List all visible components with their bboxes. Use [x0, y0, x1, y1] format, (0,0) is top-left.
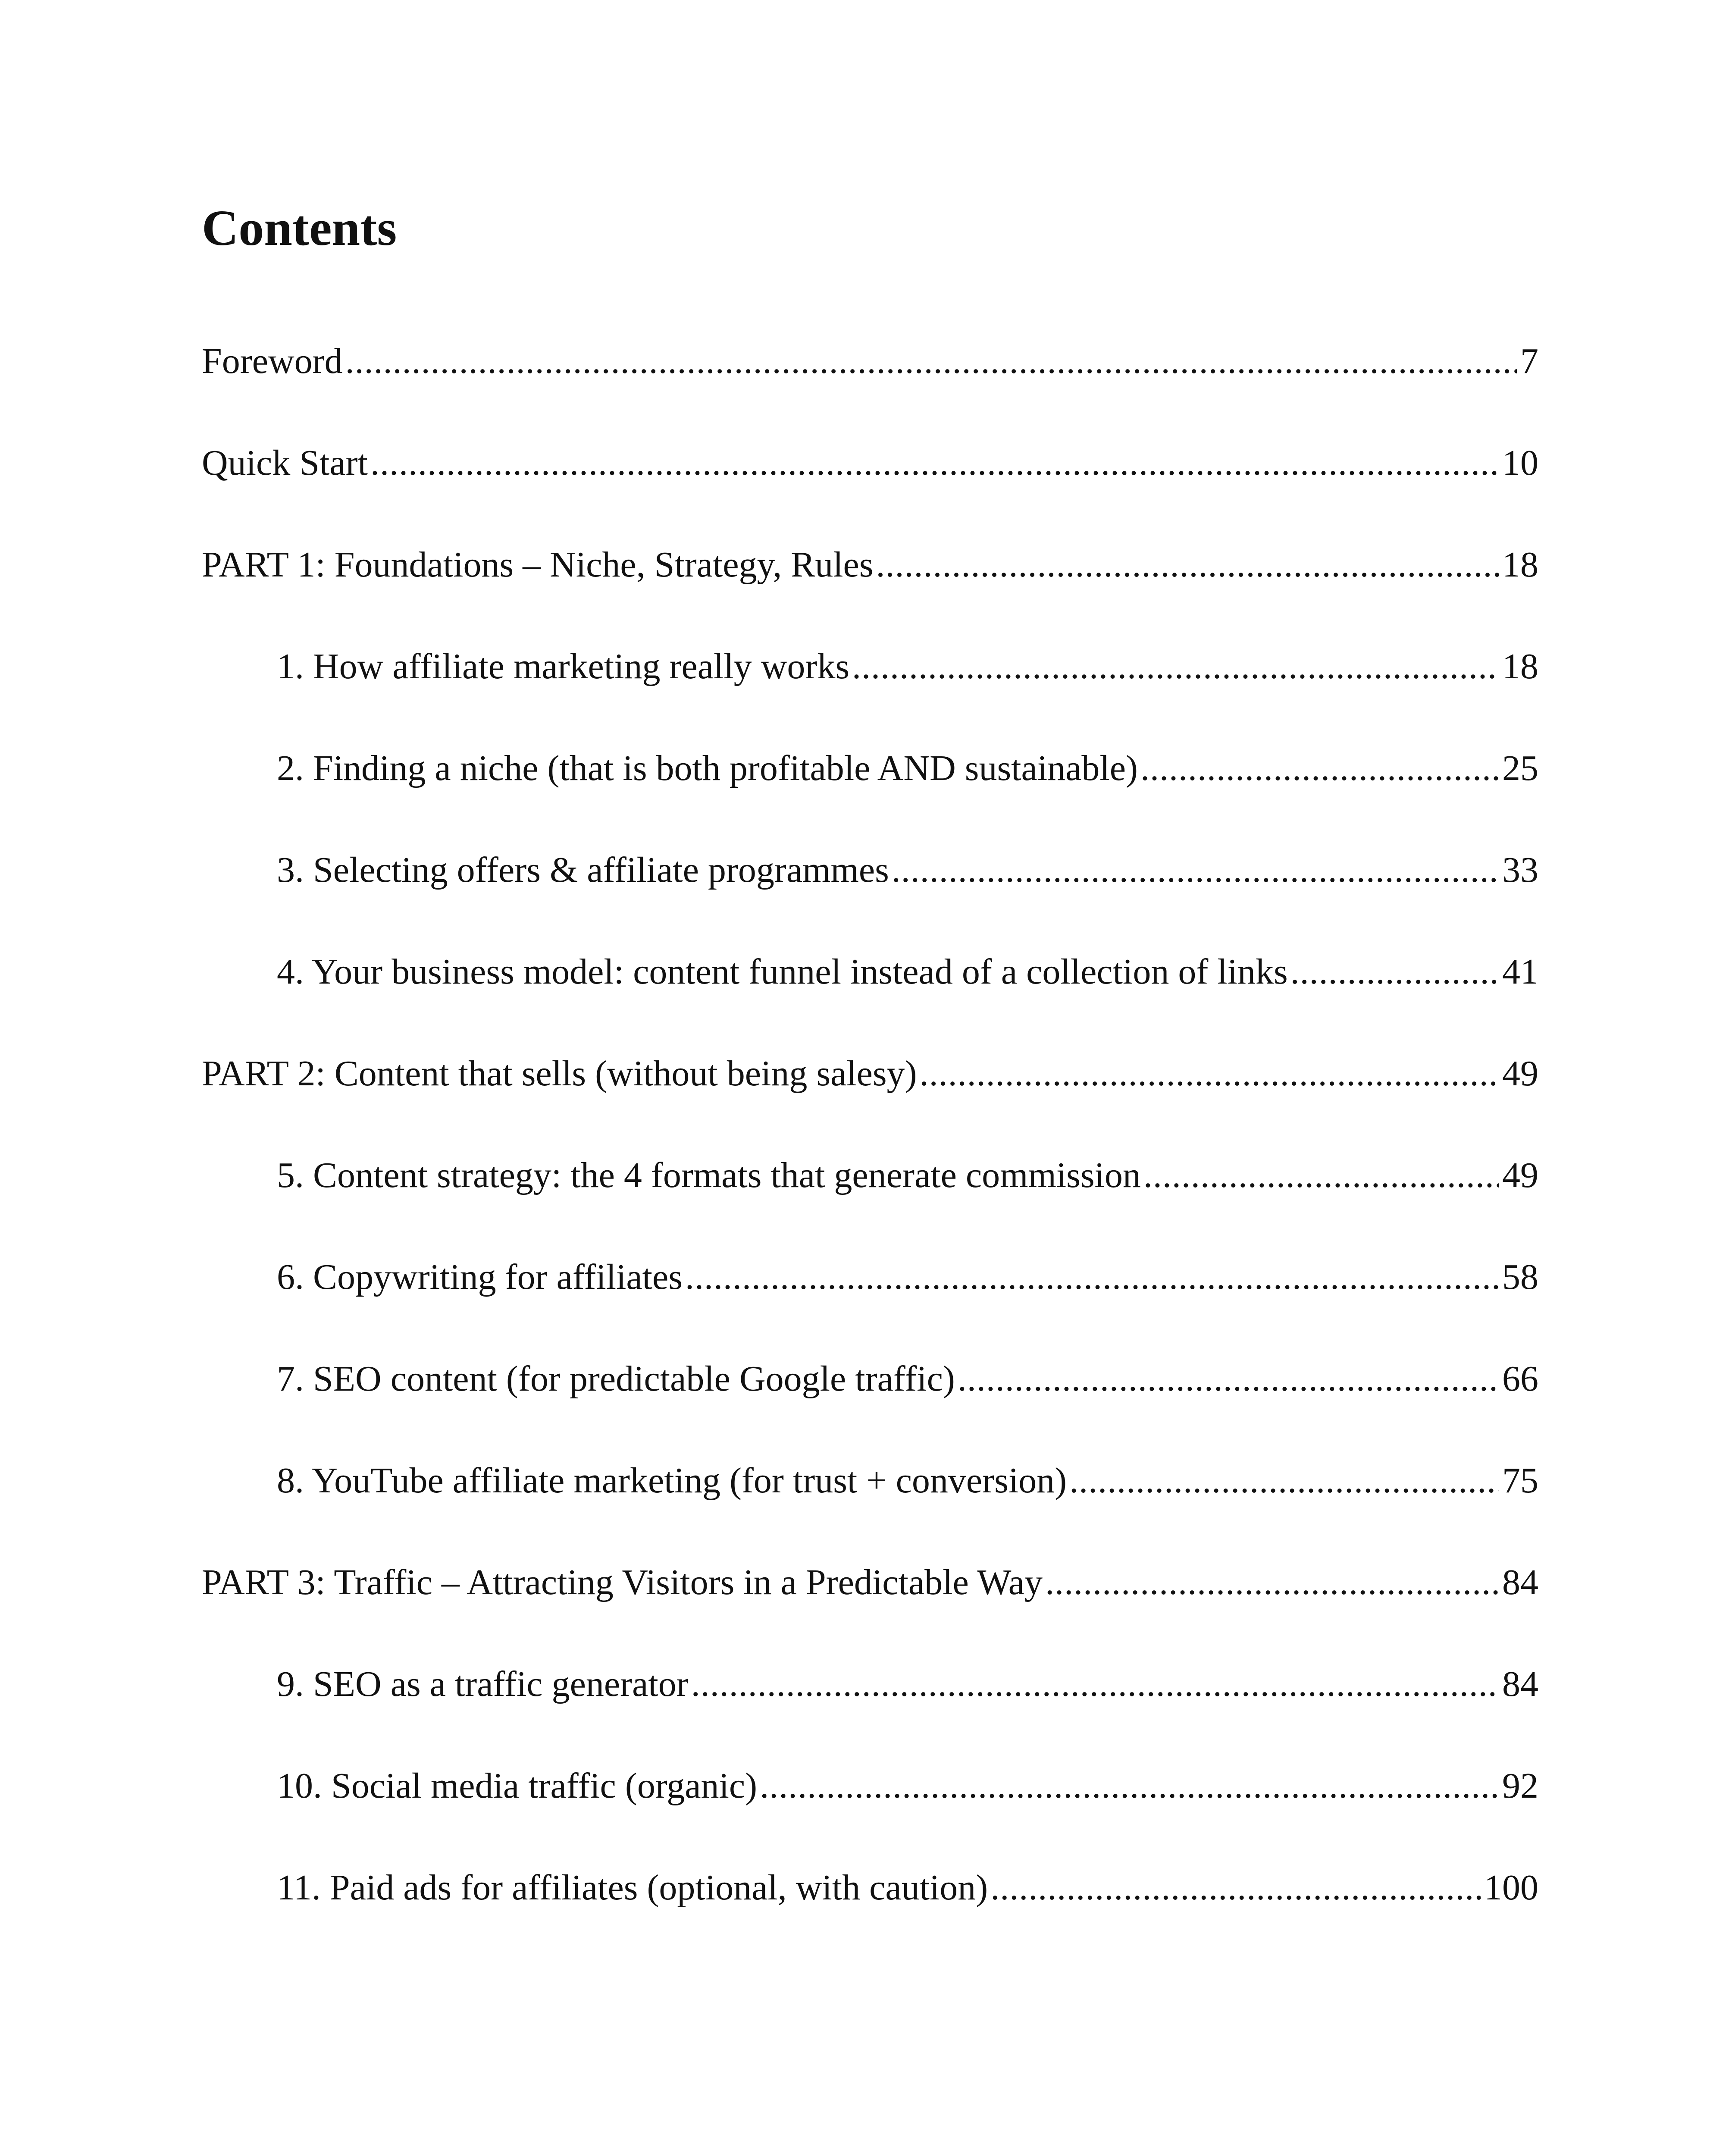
toc-entry-chapter-4[interactable] [202, 921, 1538, 1023]
toc-page-number: 84 [1502, 1664, 1538, 1704]
toc-entry-title: PART 3: Traffic – Attracting Visitors in a Predictable Way [202, 1562, 1043, 1602]
toc-page-number: 7 [1520, 341, 1538, 381]
toc-page-number: 49 [1502, 1053, 1538, 1094]
toc-page-number: 33 [1502, 850, 1538, 890]
toc-entry-chapter-10[interactable] [202, 1735, 1538, 1837]
dot-leader [370, 412, 1499, 514]
dot-leader [876, 514, 1499, 616]
dot-leader [920, 1023, 1499, 1125]
toc-entry-foreword[interactable] [202, 310, 1538, 412]
dot-leader [1045, 1532, 1499, 1633]
toc-page-number: 18 [1502, 646, 1538, 686]
toc-entry-title: Foreword [202, 341, 343, 381]
dot-leader [990, 1837, 1481, 1939]
toc-page-number: 92 [1502, 1766, 1538, 1806]
toc-entry-chapter-8[interactable] [202, 1430, 1538, 1532]
table-of-contents [202, 310, 1538, 1939]
toc-entry-chapter-9[interactable] [202, 1633, 1538, 1735]
toc-entry-chapter-5[interactable] [202, 1125, 1538, 1226]
page-title: Contents [202, 200, 397, 256]
dot-leader [691, 1633, 1499, 1735]
toc-page-number: 66 [1502, 1359, 1538, 1399]
toc-entry-title: 10. Social media traffic (organic) [277, 1766, 758, 1806]
toc-entry-title: 5. Content strategy: the 4 formats that generate commission [277, 1155, 1141, 1195]
toc-page-number: 25 [1502, 748, 1538, 788]
toc-entry-title: 2. Finding a niche (that is both profitable AND sustainable) [277, 748, 1138, 788]
toc-entry-title: 9. SEO as a traffic generator [277, 1664, 689, 1704]
toc-page-number: 18 [1502, 545, 1538, 585]
toc-page-number: 100 [1484, 1868, 1538, 1908]
toc-entry-title: Quick Start [202, 443, 368, 483]
toc-page-number: 58 [1502, 1257, 1538, 1297]
toc-entry-title: 8. YouTube affiliate marketing (for trust + conversion) [277, 1460, 1067, 1501]
toc-entry-title: 3. Selecting offers & affiliate programmes [277, 850, 889, 890]
dot-leader [685, 1226, 1499, 1328]
toc-page-number: 10 [1502, 443, 1538, 483]
dot-leader [892, 819, 1499, 921]
toc-entry-part-2[interactable] [202, 1023, 1538, 1125]
dot-leader [1140, 718, 1499, 819]
dot-leader [1143, 1125, 1499, 1226]
toc-entry-part-1[interactable] [202, 514, 1538, 616]
toc-entry-title: 11. Paid ads for affiliates (optional, with caution) [277, 1868, 988, 1908]
toc-entry-part-3[interactable] [202, 1532, 1538, 1633]
toc-entry-quick-start[interactable] [202, 412, 1538, 514]
dot-leader [958, 1328, 1499, 1430]
toc-entry-chapter-1[interactable] [202, 616, 1538, 718]
toc-page-number: 84 [1502, 1562, 1538, 1602]
dot-leader [760, 1735, 1499, 1837]
toc-page-number: 49 [1502, 1155, 1538, 1195]
toc-page-number: 75 [1502, 1460, 1538, 1501]
toc-entry-title: PART 1: Foundations – Niche, Strategy, Rules [202, 545, 874, 585]
toc-entry-title: PART 2: Content that sells (without being salesy) [202, 1053, 917, 1094]
toc-entry-chapter-6[interactable] [202, 1226, 1538, 1328]
toc-entry-chapter-7[interactable] [202, 1328, 1538, 1430]
toc-entry-title: 6. Copywriting for affiliates [277, 1257, 683, 1297]
toc-entry-title: 7. SEO content (for predictable Google traffic) [277, 1359, 955, 1399]
toc-entry-chapter-3[interactable] [202, 819, 1538, 921]
toc-page-number: 41 [1502, 952, 1538, 992]
dot-leader [1290, 921, 1499, 1023]
dot-leader [345, 310, 1517, 412]
toc-entry-chapter-11[interactable] [202, 1837, 1538, 1939]
toc-entry-title: 4. Your business model: content funnel instead of a collection of links [277, 952, 1288, 992]
toc-entry-title: 1. How affiliate marketing really works [277, 646, 850, 686]
toc-entry-chapter-2[interactable] [202, 718, 1538, 819]
dot-leader [1069, 1430, 1499, 1532]
dot-leader [852, 616, 1499, 718]
